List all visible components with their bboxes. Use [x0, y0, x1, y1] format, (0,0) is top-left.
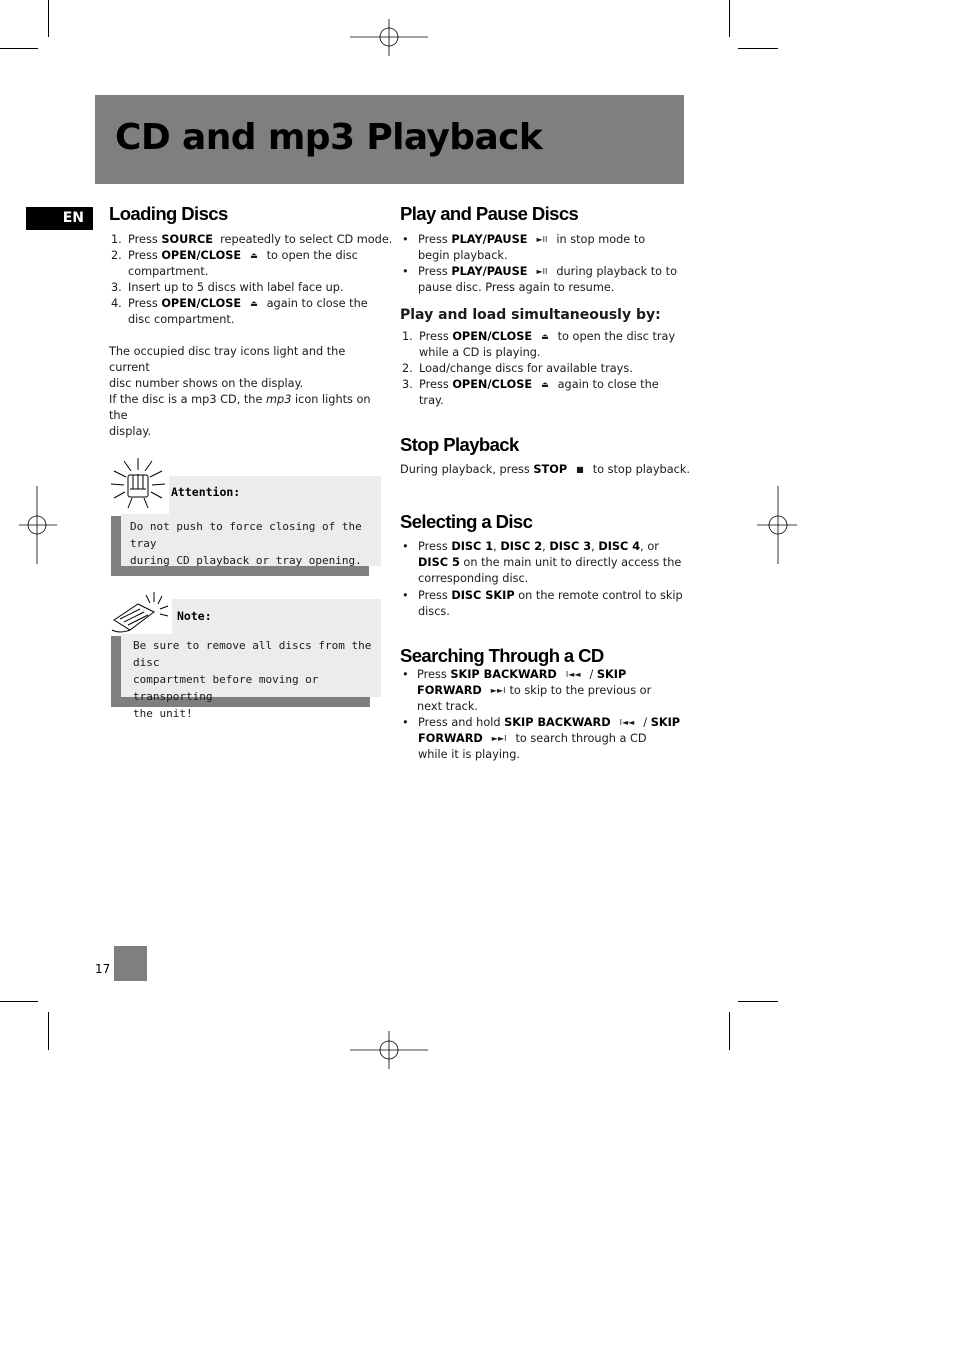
language-tab: EN — [26, 207, 93, 230]
skip-forward-icon: ►►I — [491, 734, 507, 743]
skip-backward-icon: I◄◄ — [619, 718, 635, 727]
title-banner — [95, 95, 684, 184]
attention-hand-icon — [108, 456, 168, 514]
paragraph: During playback, press STOP ■ to stop playback. — [400, 463, 690, 476]
crop-mark — [0, 1001, 38, 1002]
crop-mark — [48, 1012, 49, 1050]
eject-icon: ⏏ — [541, 332, 549, 341]
crop-mark — [738, 48, 778, 49]
page-number: 17 — [95, 962, 111, 976]
registration-mark-icon — [0, 486, 78, 564]
section-heading-searching: Searching Through a CD — [400, 645, 604, 666]
skip-forward-icon: ►►I — [490, 686, 506, 695]
page-tab — [114, 946, 147, 981]
crop-mark — [738, 1001, 778, 1002]
section-heading-selecting: Selecting a Disc — [400, 511, 533, 532]
eject-icon: ⏏ — [250, 299, 258, 308]
registration-mark-icon — [350, 0, 428, 78]
play-pause-icon: ►II — [536, 235, 548, 244]
play-pause-icon: ►II — [536, 267, 548, 276]
subheading-play-load: Play and load simultaneously by: — [400, 307, 661, 323]
eject-icon: ⏏ — [541, 380, 549, 389]
attention-label: Attention: — [171, 485, 241, 499]
crop-mark — [48, 0, 49, 37]
crop-mark — [729, 0, 730, 37]
registration-mark-icon — [350, 1012, 428, 1090]
crop-mark — [0, 48, 38, 49]
note-hand-icon — [110, 590, 170, 636]
stop-icon: ■ — [576, 465, 584, 474]
crop-mark — [729, 1012, 730, 1050]
paragraph: The occupied disc tray icons light and the current disc number shows on the display. — [109, 345, 346, 390]
note-label: Note: — [177, 609, 212, 623]
skip-backward-icon: I◄◄ — [565, 670, 581, 679]
section-heading-stop: Stop Playback — [400, 434, 519, 455]
registration-mark-icon — [738, 486, 816, 564]
page-title: CD and mp3 Playback — [115, 117, 543, 158]
eject-icon: ⏏ — [250, 251, 258, 260]
note-text: Be sure to remove all discs from the disc compartment before moving or transporting the unit! — [133, 639, 372, 720]
paragraph: If the disc is a mp3 CD, the mp3 icon lights on the display. — [109, 393, 371, 438]
section-heading-play-pause: Play and Pause Discs — [400, 203, 579, 224]
attention-text: Do not push to force closing of the tray during CD playback or tray opening. — [130, 520, 362, 567]
section-heading-loading-discs: Loading Discs — [109, 203, 228, 224]
